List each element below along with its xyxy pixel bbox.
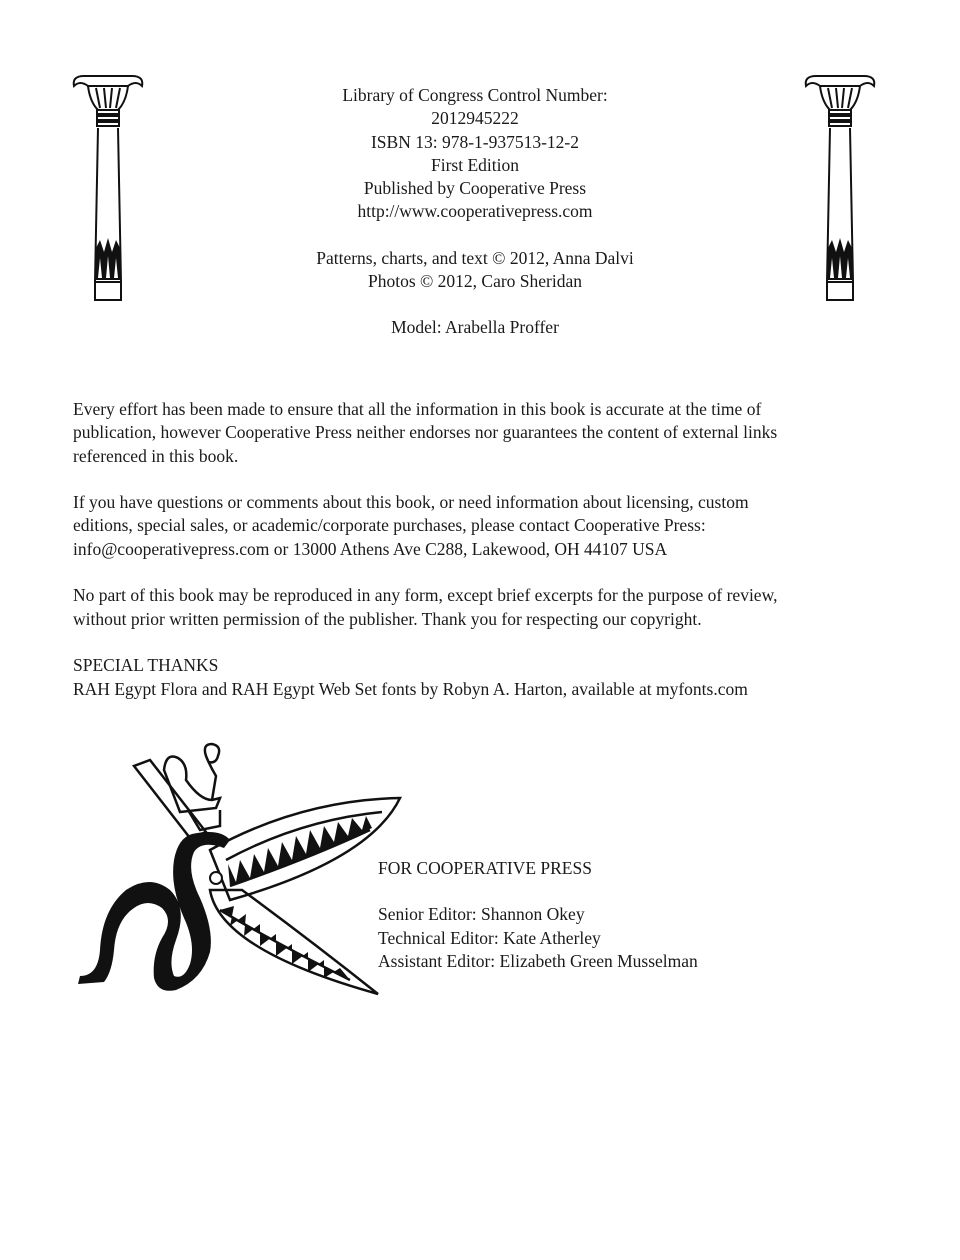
photo-copyright: Photos © 2012, Caro Sheridan — [367, 271, 583, 292]
credits-heading: FOR COOPERATIVE PRESS — [378, 858, 592, 878]
rights-line: No part of this book may be reproduced in any form, except brief excerpts for the purpose of review, — [73, 585, 778, 606]
contact-line: If you have questions or comments about this book, or need information about licensing, custom — [73, 492, 749, 513]
disclaimer-line: Every effort has been made to ensure that all the information in this book is accurate at the time of — [73, 399, 762, 419]
thanks-paragraph — [73, 654, 893, 701]
loc-label: Library of Congress Control Number: — [342, 85, 608, 105]
technical-editor: Technical Editor: Kate Atherley — [378, 927, 601, 948]
editorial-credits — [378, 857, 698, 973]
disclaimer-line: referenced in this book. — [73, 445, 239, 466]
publication-info — [250, 84, 700, 340]
contact-line: editions, special sales, or academic/corporate purchases, please contact Cooperative Press: — [73, 515, 706, 536]
contact-paragraph — [73, 491, 893, 561]
assistant-editor: Assistant Editor: Elizabeth Green Musselman — [378, 950, 698, 971]
winged-cobra-icon — [70, 740, 410, 1000]
right-papyrus-column-icon — [802, 72, 878, 304]
contact-line: info@cooperativepress.com or 13000 Athens Ave C288, Lakewood, OH 44107 USA — [73, 538, 668, 559]
thanks-heading: SPECIAL THANKS — [73, 655, 219, 676]
rights-paragraph — [73, 584, 893, 631]
thanks-text: RAH Egypt Flora and RAH Egypt Web Set fonts by Robyn A. Harton, available at myfonts.com — [73, 678, 748, 699]
edition: First Edition — [431, 154, 519, 175]
loc-number: 2012945222 — [431, 108, 519, 129]
rights-line: without prior written permission of the publisher. Thank you for respecting our copyright. — [73, 608, 702, 629]
publisher-url[interactable]: http://www.cooperativepress.com — [357, 201, 593, 222]
publisher: Published by Cooperative Press — [363, 178, 587, 199]
body-text — [73, 398, 893, 724]
disclaimer-line: publication, however Cooperative Press neither endorses nor guarantees the content of external links — [73, 422, 778, 443]
disclaimer-paragraph — [73, 398, 893, 468]
left-papyrus-column-icon — [70, 72, 146, 304]
senior-editor: Senior Editor: Shannon Okey — [378, 904, 585, 925]
text-copyright: Patterns, charts, and text © 2012, Anna Dalvi — [316, 247, 634, 268]
model-credit: Model: Arabella Proffer — [391, 317, 559, 338]
isbn: ISBN 13: 978-1-937513-12-2 — [370, 131, 580, 152]
